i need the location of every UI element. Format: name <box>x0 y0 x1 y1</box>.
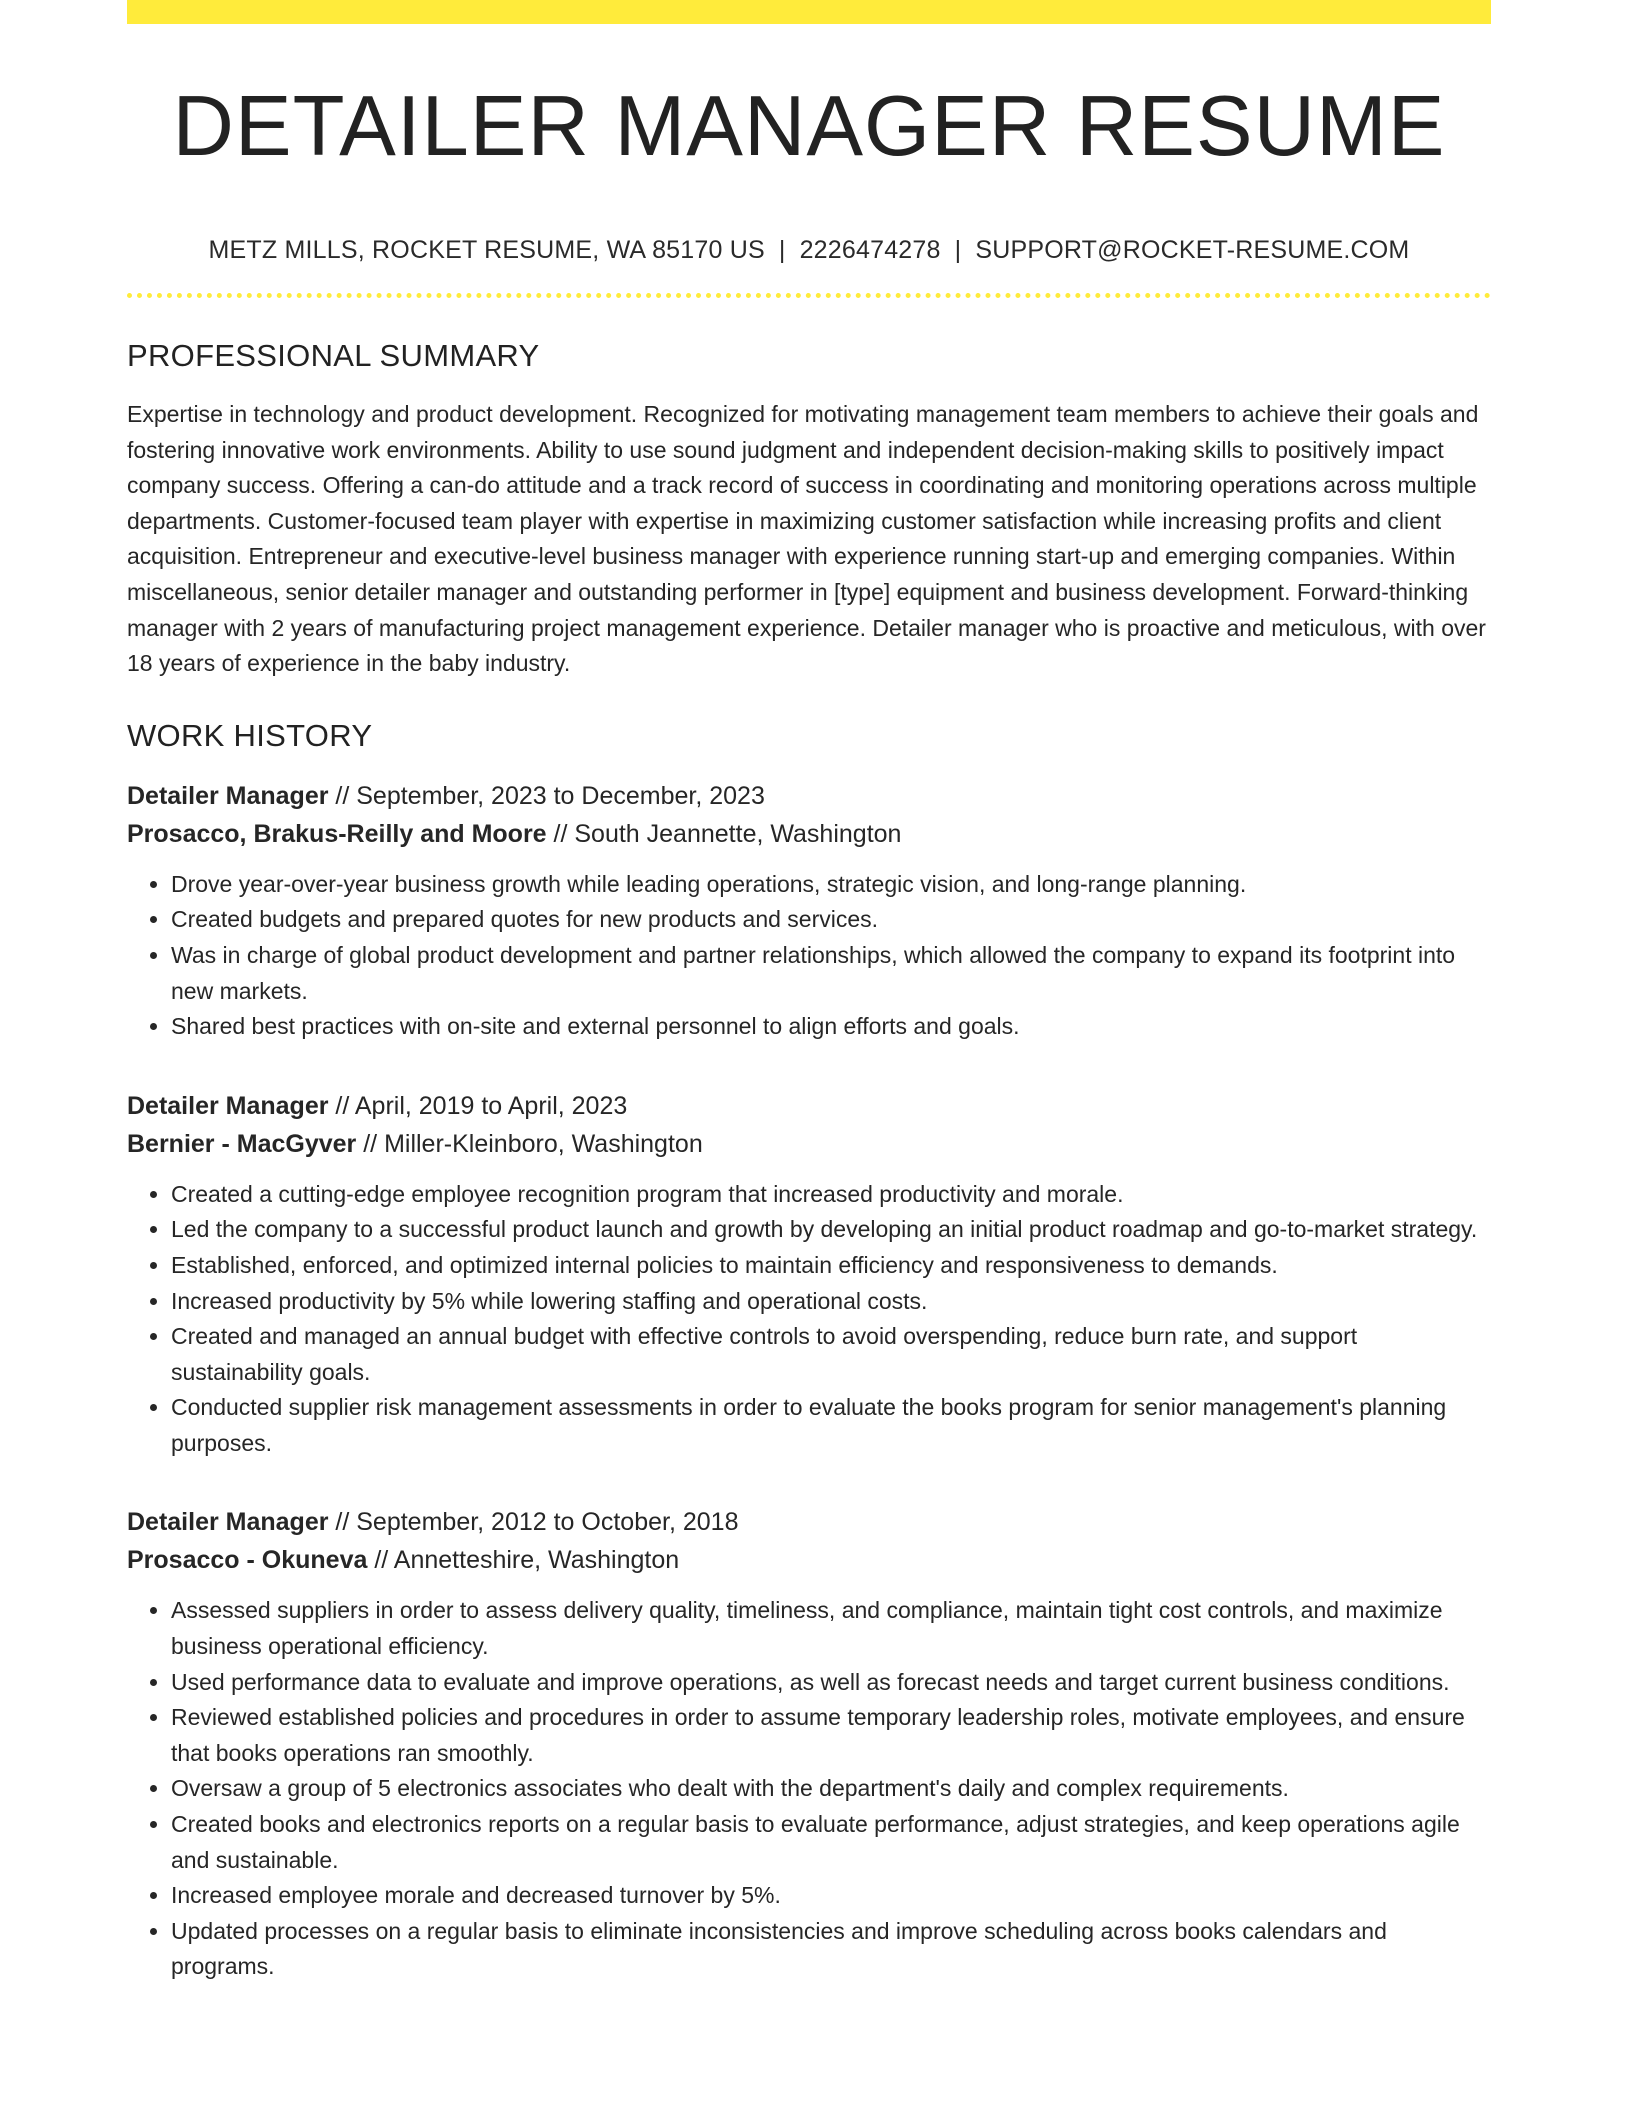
job-bullets <box>127 1593 1491 1985</box>
job-bullet: • Created budgets and prepared quotes for new products and services. <box>171 902 1491 938</box>
job-bullet: • Shared best practices with on-site and external personnel to align efforts and goals. <box>171 1009 1491 1045</box>
job-bullet: • Established, enforced, and optimized internal policies to maintain efficiency and responsiveness to demands. <box>171 1248 1491 1284</box>
job-dates: // April, 2019 to April, 2023 <box>328 1091 628 1120</box>
summary-text: Expertise in technology and product development. Recognized for motivating management team members to achieve their goals and fostering innovative work environments. Ability to use sound judgment and independent decision-making skills to positively impact company success. Offering a can-do attitude and a track record of success in coordinating and monitoring operations across multiple departments. Customer-focused team player with expertise in maximizing customer satisfaction while increasing profits and client acquisition. Entrepreneur and executive-level business manager with experience running start-up and emerging companies. Within miscellaneous, senior detailer manager and outstanding performer in [type] equipment and business development. Forward-thinking manager with 2 years of manufacturing project management experience. Detailer manager who is proactive and meticulous, with over 18 years of experience in the baby industry. <box>127 401 1486 677</box>
job-bullet: • Increased employee morale and decreased turnover by 5%. <box>171 1878 1491 1914</box>
contact-address: METZ MILLS, ROCKET RESUME, WA 85170 US <box>208 236 765 264</box>
contact-email: SUPPORT@ROCKET-RESUME.COM <box>975 236 1410 264</box>
job-company: Prosacco - Okuneva <box>127 1546 368 1575</box>
resume-title: DETAILER MANAGER RESUME <box>172 79 1446 174</box>
job-bullet: • Was in charge of global product development and partner relationships, which allowed the company to expand its footprint into new markets. <box>171 938 1491 1009</box>
job-company: Bernier - MacGyver <box>127 1129 357 1158</box>
job-bullet: • Created a cutting-edge employee recognition program that increased productivity and morale. <box>171 1177 1491 1213</box>
work-history-heading: WORK HISTORY <box>127 717 373 753</box>
job-title-line <box>127 1503 1491 1541</box>
contact-line <box>127 235 1491 265</box>
accent-top-bar <box>127 0 1491 24</box>
job-location: // South Jeannette, Washington <box>546 819 902 848</box>
resume-page <box>127 0 1491 1985</box>
job-bullet: • Drove year-over-year business growth while leading operations, strategic vision, and long-range planning. <box>171 867 1491 903</box>
job-title: Detailer Manager <box>127 1091 329 1120</box>
job-bullet: • Oversaw a group of 5 electronics associates who dealt with the department's daily and complex requirements. <box>171 1771 1491 1807</box>
job-title-line <box>127 777 1491 815</box>
job-title-line <box>127 1087 1491 1125</box>
job-bullet: • Used performance data to evaluate and improve operations, as well as forecast needs and target current business conditions. <box>171 1665 1491 1701</box>
job-title: Detailer Manager <box>127 781 329 810</box>
job-company-line <box>127 1125 1491 1163</box>
job-bullets <box>127 867 1491 1045</box>
job-company: Prosacco, Brakus-Reilly and Moore <box>127 819 547 848</box>
contact-separator: | <box>954 236 962 264</box>
job-entry <box>127 777 1491 1045</box>
job-company-line <box>127 815 1491 853</box>
contact-phone: 2226474278 <box>799 236 941 264</box>
contact-separator: | <box>778 236 786 264</box>
job-company-line <box>127 1541 1491 1579</box>
dotted-divider <box>127 293 1491 298</box>
job-dates: // September, 2023 to December, 2023 <box>328 781 765 810</box>
job-bullet: • Reviewed established policies and procedures in order to assume temporary leadership roles, motivate employees, and ensure that books operations ran smoothly. <box>171 1700 1491 1771</box>
job-entry <box>127 1087 1491 1462</box>
job-dates: // September, 2012 to October, 2018 <box>328 1508 739 1537</box>
job-bullet: • Created and managed an annual budget with effective controls to avoid overspending, reduce burn rate, and support sustainability goals. <box>171 1319 1491 1390</box>
job-location: // Miller-Kleinboro, Washington <box>356 1129 703 1158</box>
job-bullet: • Assessed suppliers in order to assess delivery quality, timeliness, and compliance, maintain tight cost controls, and maximize business operational efficiency. <box>171 1593 1491 1664</box>
job-entry <box>127 1503 1491 1985</box>
job-bullets <box>127 1177 1491 1462</box>
job-bullet: • Conducted supplier risk management assessments in order to evaluate the books program for senior management's planning purposes. <box>171 1390 1491 1461</box>
job-location: // Annetteshire, Washington <box>367 1546 680 1575</box>
job-bullet: • Updated processes on a regular basis to eliminate inconsistencies and improve scheduling across books calendars and programs. <box>171 1914 1491 1985</box>
summary-heading: PROFESSIONAL SUMMARY <box>127 338 540 373</box>
job-bullet: • Created books and electronics reports on a regular basis to evaluate performance, adjust strategies, and keep operations agile and sustainable. <box>171 1807 1491 1878</box>
job-bullet: • Led the company to a successful product launch and growth by developing an initial product roadmap and go-to-market strategy. <box>171 1212 1491 1248</box>
job-title: Detailer Manager <box>127 1508 329 1537</box>
job-bullet: • Increased productivity by 5% while lowering staffing and operational costs. <box>171 1284 1491 1320</box>
